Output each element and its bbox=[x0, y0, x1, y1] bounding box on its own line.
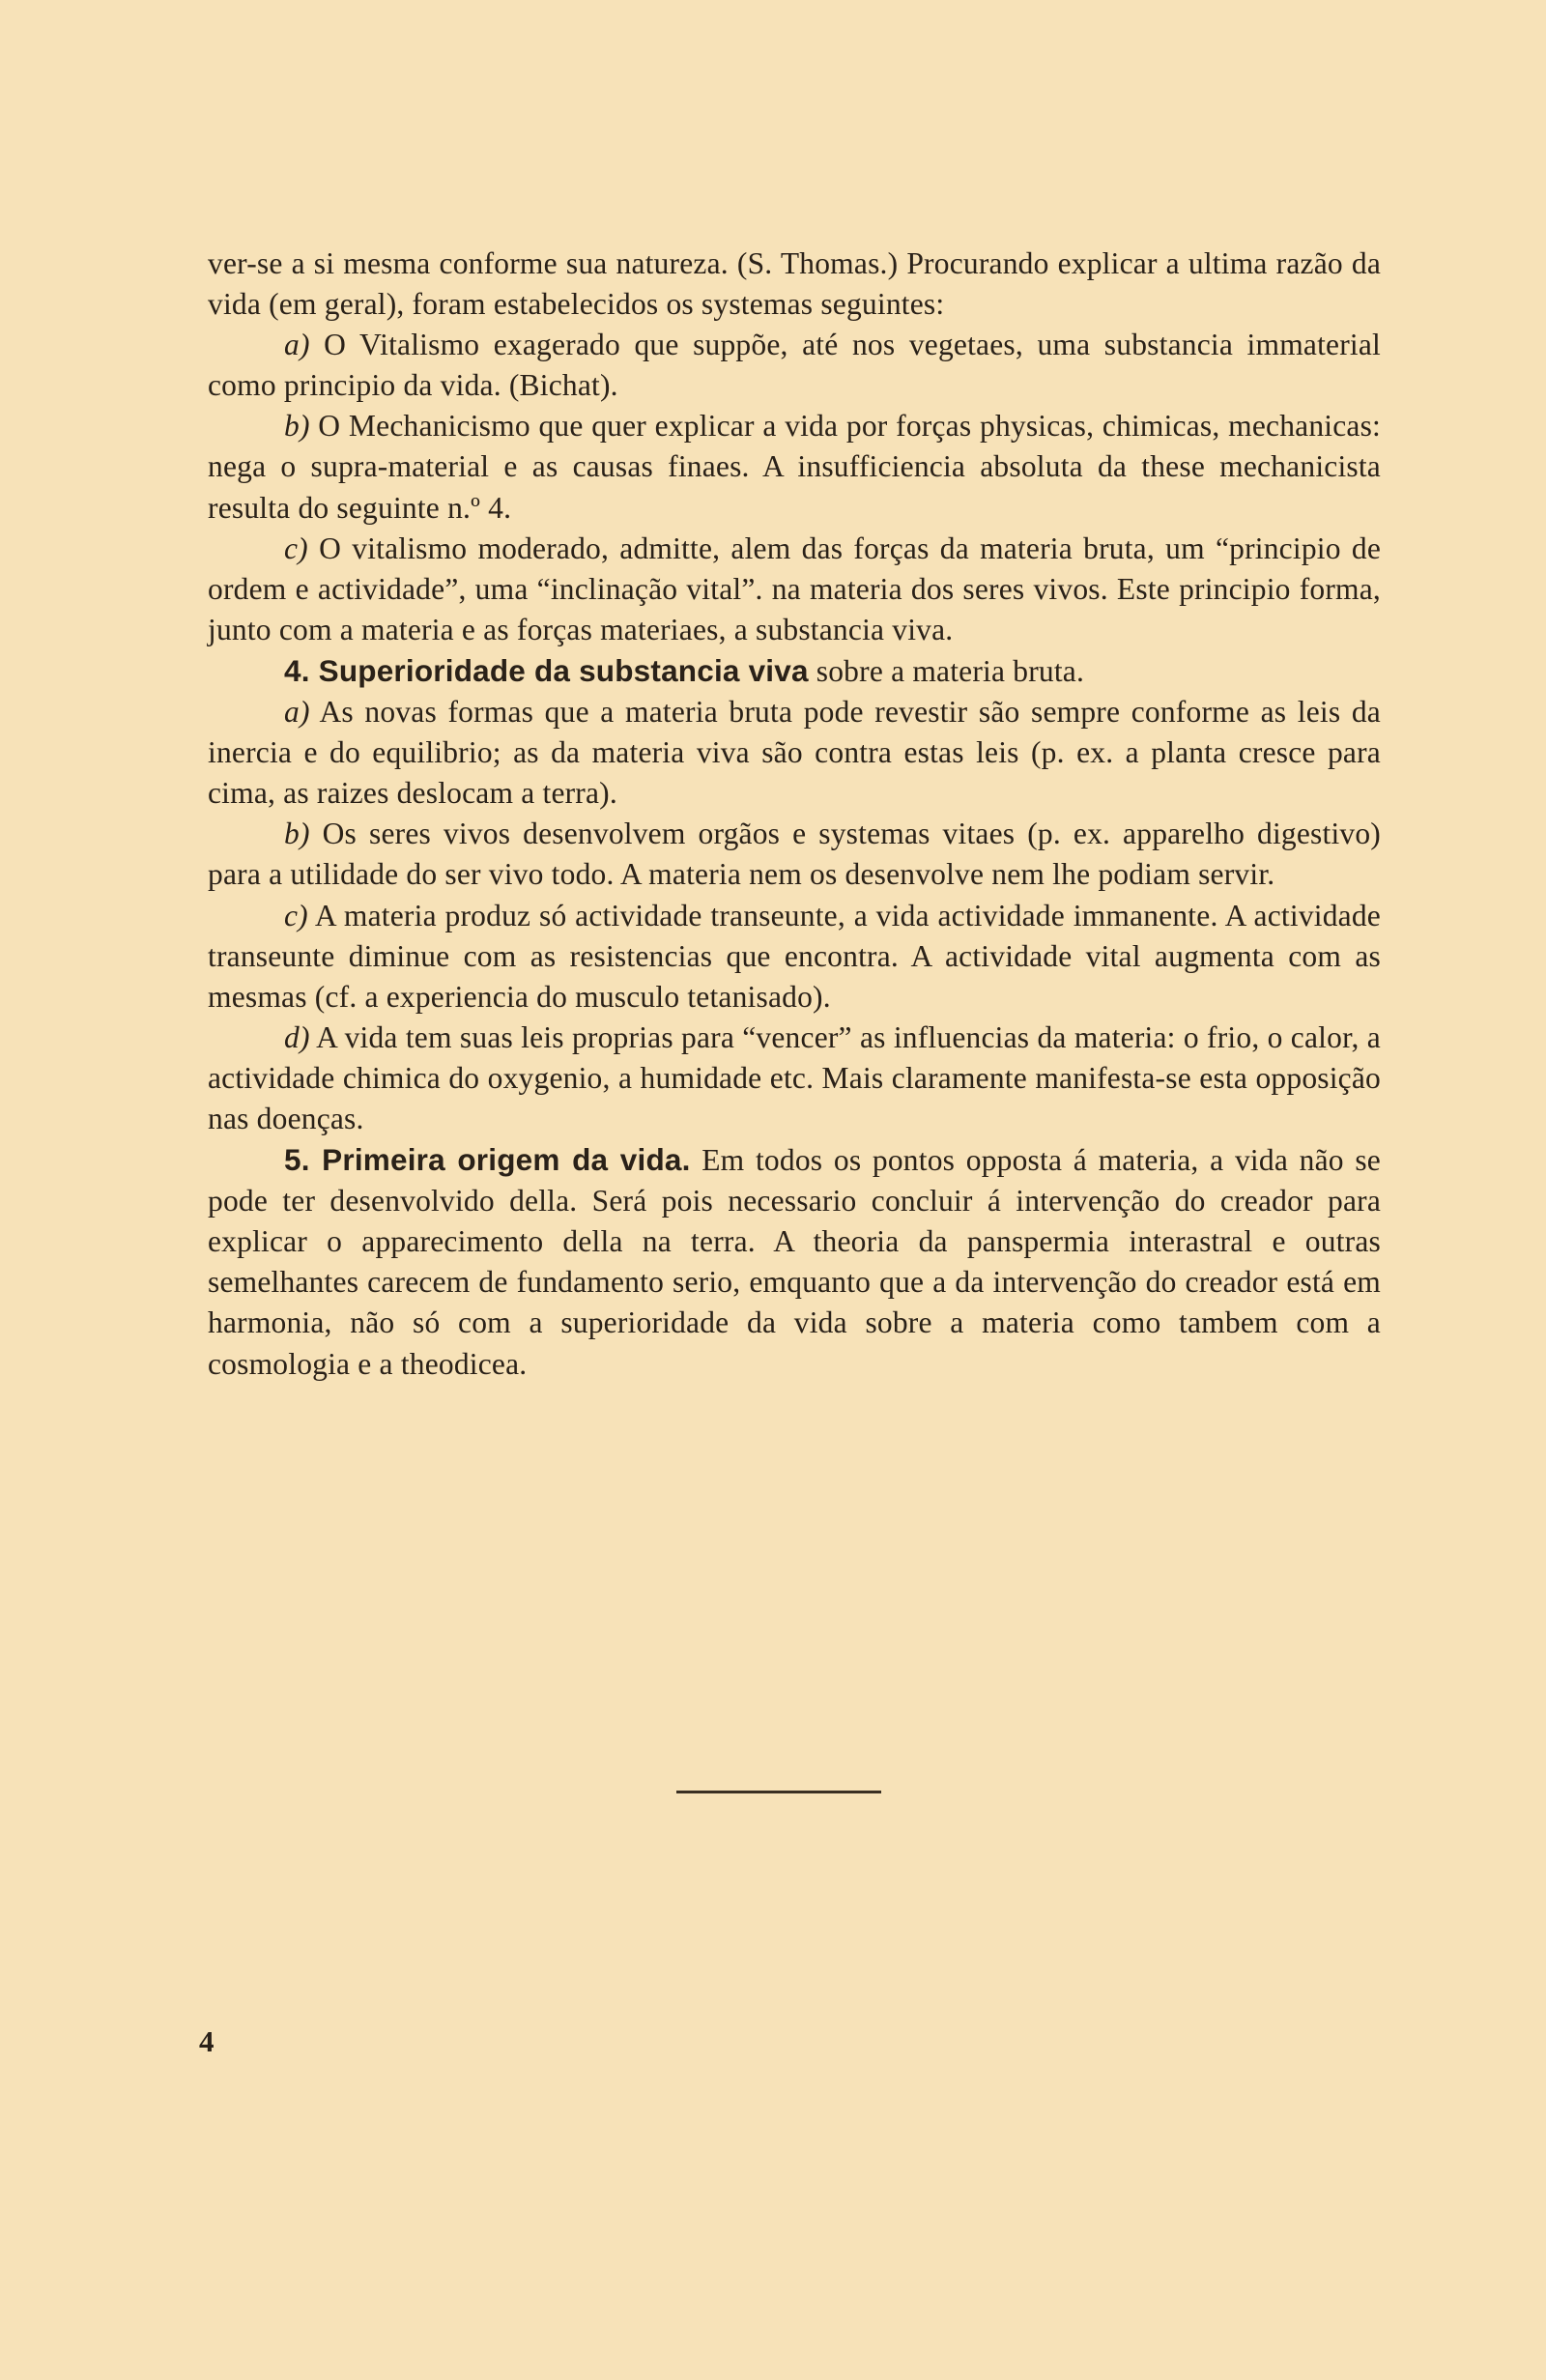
item-c-vitalismo-moderado bbox=[208, 529, 1381, 650]
section-text: Em todos os pontos opposta á materia, a vida não se pode ter desenvolvido della. Será pois necessario concluir á intervenção do creador para explicar o apparecimento della na terra. A theoria da panspermia interastral e outras semelhantes carecem de fundamento serio, emquanto que a da intervenção do creador está em harmonia, não só com a superioridade da vida sobre a materia como tambem com a cosmologia e a theodicea. bbox=[208, 1143, 1381, 1381]
section-5 bbox=[208, 1139, 1381, 1385]
item-letter: c) bbox=[284, 530, 308, 565]
end-rule-divider bbox=[676, 1791, 881, 1793]
item-letter: b) bbox=[284, 817, 310, 851]
item-text: O Mechanicismo que quer explicar a vida por forças physicas, chimicas, mechanicas: nega o supra-material e as causas finaes. A insufficiencia absoluta da these mechanicista resulta do seguinte n.º 4. bbox=[208, 409, 1381, 525]
section-4-item-d bbox=[208, 1018, 1381, 1139]
item-b-mechanicismo bbox=[208, 406, 1381, 528]
section-text: sobre a materia bruta. bbox=[808, 653, 1085, 688]
section-4 bbox=[208, 650, 1381, 692]
item-text: O vitalismo moderado, admitte, alem das forças da materia bruta, um “principio de ordem e actividade”, uma “inclinação vital”. na materia dos seres vivos. Este principio forma, junto com a materia e as forças materiaes, a substancia viva. bbox=[208, 530, 1381, 646]
section-4-item-c bbox=[208, 896, 1381, 1018]
item-text: O Vitalismo exagerado que suppõe, até nos vegetaes, uma substancia immaterial como principio da vida. (Bichat). bbox=[208, 328, 1381, 403]
item-text: A vida tem suas leis proprias para “vencer” as influencias da materia: o frio, o calor, a actividade chimica do oxygenio, a humidade etc. Mais claramente manifesta-se esta opposição nas doenças. bbox=[208, 1019, 1381, 1135]
section-4-item-b bbox=[208, 814, 1381, 895]
item-a-vitalismo bbox=[208, 325, 1381, 406]
item-text: A materia produz só actividade transeunte, a vida actividade immanente. A actividade transeunte diminue com as resistencias que encontra. A actividade vital augmenta com as mesmas (cf. a experiencia do musculo tetanisado). bbox=[208, 898, 1381, 1014]
item-letter: b) bbox=[284, 409, 310, 444]
item-letter: a) bbox=[284, 695, 310, 730]
item-letter: d) bbox=[284, 1019, 310, 1054]
section-heading: 4. Superioridade da substancia viva bbox=[284, 652, 809, 688]
section-4-item-a bbox=[208, 692, 1381, 814]
body-text bbox=[208, 244, 1381, 1385]
item-text: As novas formas que a materia bruta pode revestir são sempre conforme as leis da inercia e do equilibrio; as da materia viva são contra estas leis (p. ex. a planta cresce para cima, as raizes deslocam a terra). bbox=[208, 695, 1381, 811]
section-heading: 5. Primeira origem da vida. bbox=[284, 1142, 691, 1178]
page-number: 4 bbox=[199, 2024, 215, 2058]
item-letter: a) bbox=[284, 328, 310, 362]
paragraph-intro: ver-se a si mesma conforme sua natureza. (S. Thomas.) Procurando explicar a ultima razão da vida (em geral), foram estabelecidos os systemas seguintes: bbox=[208, 246, 1381, 322]
item-letter: c) bbox=[284, 898, 308, 932]
item-text: Os seres vivos desenvolvem orgãos e systemas vitaes (p. ex. apparelho digestivo) para a utilidade do ser vivo todo. A materia nem os desenvolve nem lhe podiam servir. bbox=[208, 817, 1381, 892]
